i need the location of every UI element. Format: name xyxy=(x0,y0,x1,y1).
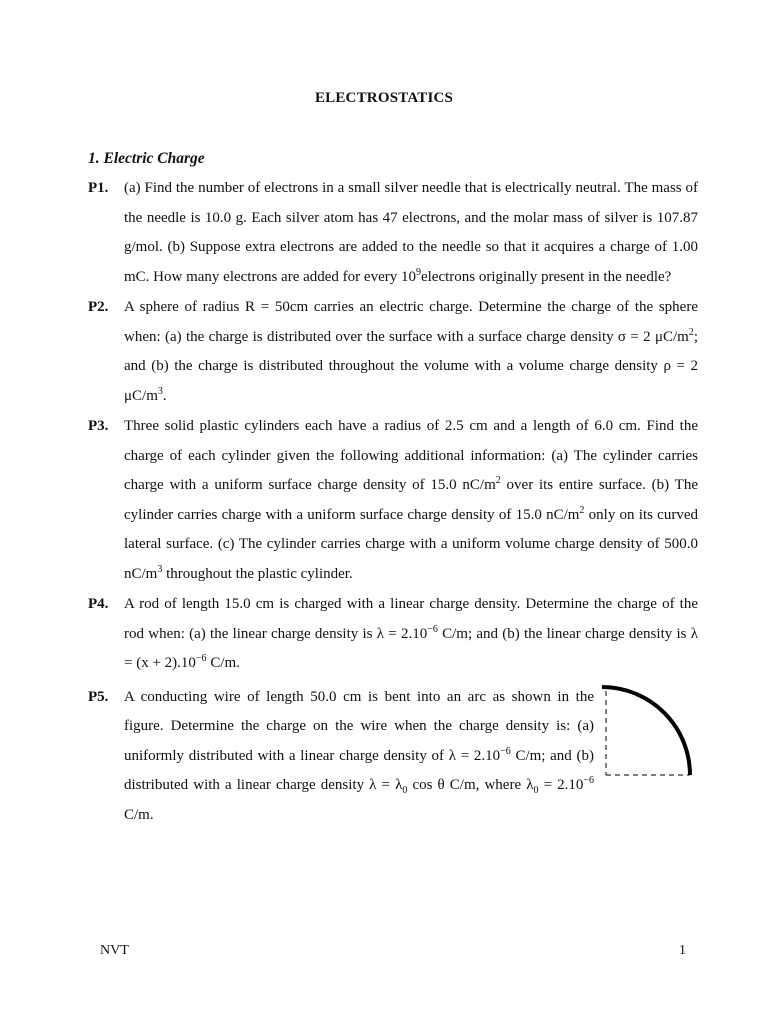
footer-left: NVT xyxy=(100,943,129,958)
problem-p5 xyxy=(88,683,698,831)
problem-text: . xyxy=(162,387,167,404)
section-heading: 1. Electric Charge xyxy=(88,150,205,167)
problem-text: = 2.10 xyxy=(538,777,584,793)
problem-p4 xyxy=(88,590,698,679)
subscript: 0 xyxy=(533,785,539,796)
exponent: 2 xyxy=(495,475,501,486)
exponent: 3 xyxy=(157,385,163,397)
problem-text: over its entire surface. (b) The cylinder carries charge with a uniform surface charge density of 15.0 nC/m xyxy=(124,477,698,523)
problem-p2 xyxy=(88,293,698,411)
problem-text: (a) Find the number of electrons in a small silver needle that is electrically neutral. The mass of the needle is 10.0 g. Each silver atom has 47 electrons, and the molar mass of silver is 107.87 g/mol. (b) Suppose extra electrons are added to the needle so that it acquires a charge of 1.00 mC. How many electrons are added for every xyxy=(124,180,698,285)
problem-text: cos θ C/m, where λ xyxy=(407,777,534,793)
problem-number: P3. xyxy=(88,418,109,434)
exponent: −6 xyxy=(195,653,207,664)
arc-wire xyxy=(602,687,690,775)
problem-text: throughout the plastic cylinder. xyxy=(162,565,353,582)
exponent: −6 xyxy=(500,745,511,757)
problem-text: C/m. xyxy=(124,806,154,823)
problem-number: P5. xyxy=(88,688,109,705)
problem-text: A conducting wire of length 50.0 cm is bent into an arc as shown in the figure. Determine the charge on the wire when the charge density is: (a) uniformly distributed with a linear charge density of λ = 2.10 xyxy=(124,688,594,764)
problem-text: A rod of length 15.0 cm is charged with a linear charge density. Determine the charge of the rod when: (a) the linear charge density is λ = 2.10 xyxy=(124,596,698,642)
problem-text: C/m. xyxy=(206,655,240,671)
problem-text: only on its curved lateral surface. (c) The cylinder carries charge with a uniform volume charge density of 500.0 nC/m xyxy=(124,506,698,582)
problem-number: P4. xyxy=(88,596,109,612)
problem-text: Three solid plastic cylinders each have a radius of 2.5 cm and a length of 6.0 cm. Find the charge of each cylinder given the following additional information: (a) The cylinder carries charge with a uniform surface charge density of 15.0 nC/m xyxy=(124,418,698,493)
problem-text: C/m; and (b) the linear charge density is λ = (x + 2).10 xyxy=(124,625,698,671)
problem-text: electrons originally present in the needle? xyxy=(420,268,672,285)
exponent: 2 xyxy=(579,504,585,516)
arc-wire-figure xyxy=(602,683,698,783)
problem-text: C/m; and (b) distributed with a linear charge density λ = λ xyxy=(124,747,594,793)
problem-text: A sphere of radius R = 50cm carries an electric charge. Determine the charge of the sphere when: (a) the charge is distributed over the surface with a surface charge density σ = 2 μC/m xyxy=(124,299,698,345)
exponent: 2 xyxy=(688,326,694,338)
exponent: −6 xyxy=(427,623,438,635)
problem-p1 xyxy=(88,174,698,292)
problem-number: P1. xyxy=(88,180,109,196)
page-number: 1 xyxy=(679,943,686,958)
page-title: ELECTROSTATICS xyxy=(314,90,454,106)
problem-text: ; and (b) the charge is distributed throughout the volume with a volume charge density ρ = 2 μC/m xyxy=(124,328,698,404)
exponent: 9 xyxy=(415,266,421,278)
subscript: 0 xyxy=(402,785,408,796)
power-base: 10 xyxy=(400,268,416,285)
exponent: 3 xyxy=(157,563,163,575)
problem-list xyxy=(88,174,698,830)
problem-number: P2. xyxy=(88,299,109,315)
exponent: −6 xyxy=(583,775,595,786)
problem-p3 xyxy=(88,412,698,589)
